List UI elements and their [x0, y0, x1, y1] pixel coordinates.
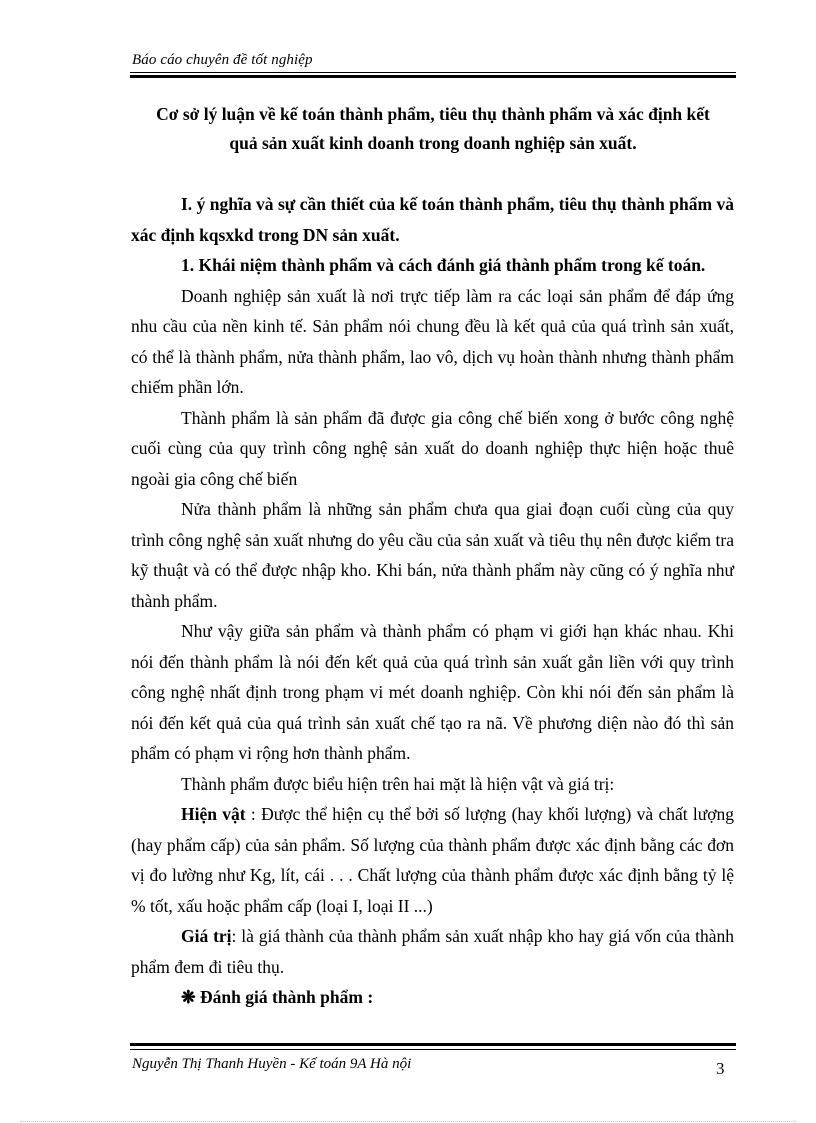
paragraph-6-text: : Được thể hiện cụ thể bởi số lượng (hay khối lượng) và chất lượng (hay phẩm cấp) của sản phẩm. Số lượng của thành phẩm được xác định bằng các đơn vị đo lường như Kg, lít, cái . . . Chất lượng của thành phẩm được xác định bằng tỷ lệ % tốt, xấu hoặc phẩm cấp (loại I, loại II ...) — [131, 804, 734, 916]
title-line-2: quả sản xuất kinh doanh trong doanh nghiệp sản xuất. — [229, 133, 637, 153]
footer-rule-thick — [130, 1043, 736, 1046]
header-text: Báo cáo chuyên đề tốt nghiệp — [132, 52, 313, 68]
header-rule-thick — [130, 75, 736, 78]
section-heading: I. ý nghĩa và sự cần thiết của kế toán thành phẩm, tiêu thụ thành phẩm và xác định kqsxkd trong DN sản xuất. — [131, 194, 734, 245]
paragraph-5: Thành phẩm được biểu hiện trên hai mặt là hiện vật và giá trị: — [181, 773, 615, 794]
paragraph-6 — [131, 799, 734, 921]
document-title — [130, 100, 736, 158]
footer-rule-thin — [130, 1049, 736, 1050]
paragraph-7 — [131, 921, 734, 982]
paragraph-2: Thành phẩm là sản phẩm đã được gia công chế biến xong ở bước công nghệ cuối cùng của quy trình công nghệ sản xuất do doanh nghiệp thực hiện hoặc thuê ngoài gia công chế biến — [131, 407, 734, 489]
term-gia-tri: Giá trị — [181, 926, 232, 946]
page-edge-dotted-line — [20, 1121, 796, 1122]
header-rule-thin — [130, 72, 736, 73]
asterisk-bullet-icon: ❋ — [181, 987, 196, 1007]
footer-text: Nguyễn Thị Thanh Huyền - Kế toán 9A Hà nội — [132, 1056, 412, 1072]
paragraph-8 — [131, 982, 734, 1013]
paragraph-3: Nửa thành phẩm là những sản phẩm chưa qua giai đoạn cuối cùng của quy trình công nghệ sản xuất nhưng do yêu cầu của sản xuất và tiêu thụ nên được kiểm tra kỹ thuật và có thể được nhập kho. Khi bán, nửa thành phẩm này cũng có ý nghĩa như thành phẩm. — [131, 499, 734, 611]
page-number: 3 — [716, 1059, 725, 1078]
document-body — [131, 189, 734, 1013]
title-line-1: Cơ sở lý luận về kế toán thành phẩm, tiêu thụ thành phẩm và xác định kết — [156, 104, 710, 124]
paragraph-7-text: : là giá thành của thành phẩm sản xuất nhập kho hay giá vốn của thành phẩm đem đi tiêu thụ. — [131, 926, 734, 977]
term-hien-vat: Hiện vật — [181, 804, 246, 824]
paragraph-8-text: Đánh giá thành phẩm : — [195, 987, 374, 1007]
paragraph-4: Như vậy giữa sản phẩm và thành phẩm có phạm vi giới hạn khác nhau. Khi nói đến thành phẩm là nói đến kết quả của quá trình sản xuất gắn liền với quy trình công nghệ nhất định trong phạm vi mét doanh nghiệp. Còn khi nói đến sản phẩm là nói đến kết quả của quá trình sản xuất chế tạo ra nã. Về phương diện nào đó thì sản phẩm có phạm vi rộng hơn thành phẩm. — [131, 621, 734, 763]
paragraph-1: Doanh nghiệp sản xuất là nơi trực tiếp làm ra các loại sản phẩm để đáp ứng nhu cầu của nền kinh tế. Sản phẩm nói chung đều là kết quả của quá trình sản xuất, có thể là thành phẩm, nửa thành phẩm, lao vô, dịch vụ hoàn thành nhưng thành phẩm chiếm phần lớn. — [131, 285, 734, 397]
subsection-heading: 1. Khái niệm thành phẩm và cách đánh giá thành phẩm trong kế toán. — [181, 255, 706, 275]
